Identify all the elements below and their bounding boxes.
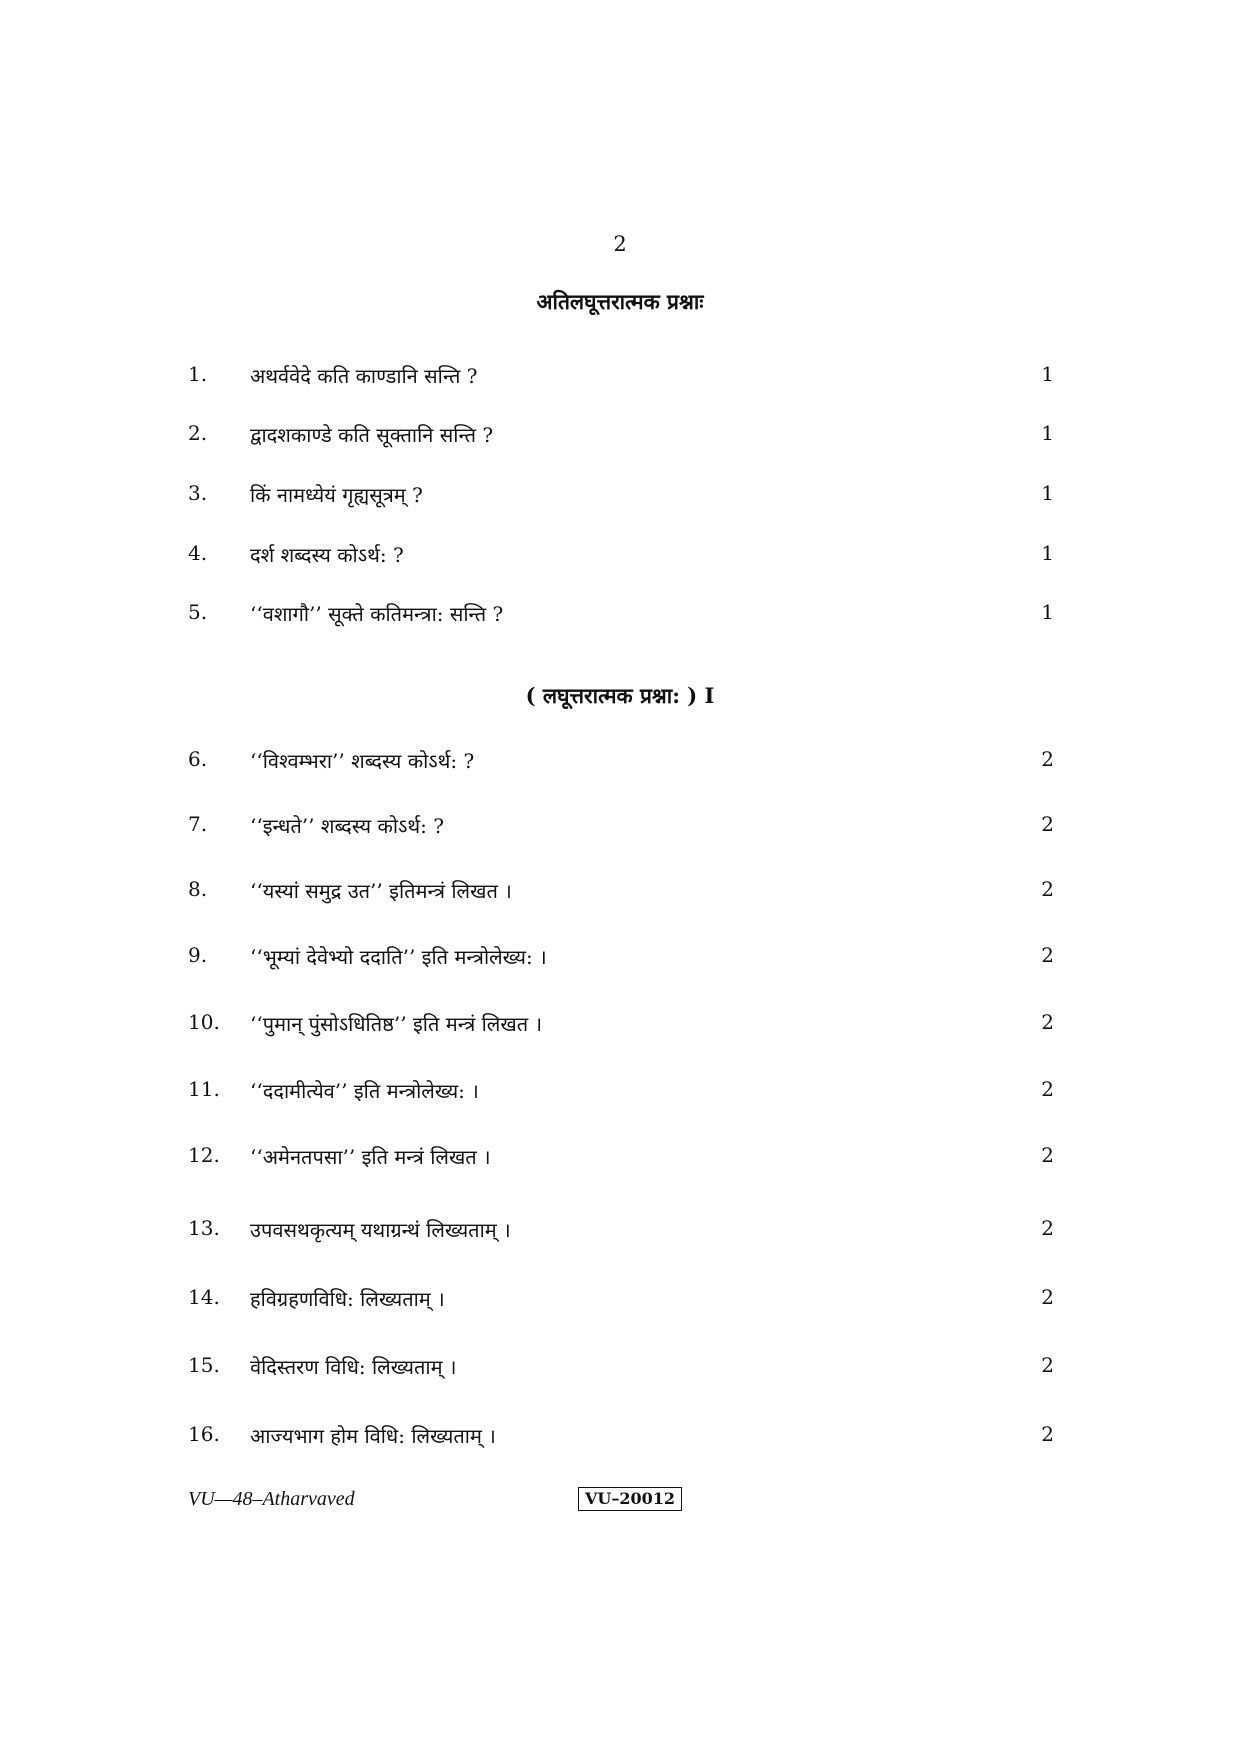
question-row (188, 943, 1054, 973)
question-row (188, 1010, 1054, 1040)
question-number: 10. (188, 1010, 220, 1034)
question-number: 14. (188, 1285, 220, 1309)
question-row (188, 1422, 1054, 1452)
question-row (188, 1216, 1054, 1246)
question-marks: 2 (1041, 877, 1054, 901)
question-row (188, 1353, 1054, 1383)
question-text: ‘‘पुमान् पुंसोऽधितिष्ठ’’ इति मन्त्रं लिखत । (250, 1012, 543, 1036)
question-text: ‘‘यस्यां समुद्र उत’’ इतिमन्त्रं लिखत । (250, 879, 512, 903)
question-row (188, 1077, 1054, 1107)
question-marks: 2 (1041, 1422, 1054, 1446)
footer-course-code: VU—48–Atharvaved (188, 1488, 355, 1510)
question-text: वेदिस्तरण विधि: लिख्यताम् । (250, 1355, 457, 1379)
question-row (188, 481, 1054, 511)
question-number: 7. (188, 812, 208, 836)
question-text: ‘‘भूम्यां देवेभ्यो ददाति’’ इति मन्त्रोलेख्य: । (250, 945, 547, 969)
question-number: 6. (188, 747, 208, 771)
question-marks: 2 (1041, 1216, 1054, 1240)
question-row (188, 421, 1054, 451)
question-marks: 1 (1041, 421, 1054, 445)
question-marks: 2 (1041, 1285, 1054, 1309)
question-marks: 2 (1041, 1077, 1054, 1101)
section-heading-very-short: अतिलघूत्तरात्मक प्रश्नाः (536, 289, 704, 314)
page-number: 2 (613, 232, 627, 256)
question-text: ‘‘इन्धते’’ शब्दस्य कोऽर्थ: ? (250, 814, 444, 838)
section-heading-short: ( लघूत्तरात्मक प्रश्ना: ) I (525, 683, 715, 708)
question-text: आज्यभाग होम विधि: लिख्यताम् । (250, 1424, 496, 1448)
question-row (188, 877, 1054, 907)
question-number: 15. (188, 1353, 220, 1377)
question-text: हविग्रहणविधि: लिख्यताम् । (250, 1287, 445, 1311)
question-row (188, 362, 1054, 392)
question-text: ‘‘ददामीत्येव’’ इति मन्त्रोलेख्य: । (250, 1079, 479, 1103)
question-row (188, 1143, 1054, 1173)
question-marks: 2 (1041, 943, 1054, 967)
question-marks: 1 (1041, 600, 1054, 624)
question-marks: 2 (1041, 1143, 1054, 1167)
question-number: 16. (188, 1422, 220, 1446)
question-number: 3. (188, 481, 208, 505)
question-marks: 1 (1041, 481, 1054, 505)
question-text: ‘‘विश्वम्भरा’’ शब्दस्य कोऽर्थ: ? (250, 749, 475, 773)
question-row (188, 812, 1054, 842)
question-text: दर्श शब्दस्य कोऽर्थ: ? (250, 543, 404, 567)
question-text: ‘‘अमेनतपसा’’ इति मन्त्रं लिखत । (250, 1145, 491, 1169)
question-number: 5. (188, 600, 208, 624)
question-number: 13. (188, 1216, 220, 1240)
question-marks: 1 (1041, 362, 1054, 386)
question-number: 12. (188, 1143, 220, 1167)
question-text: किं नामध्येयं गृह्यसूत्रम् ? (250, 483, 423, 507)
question-number: 4. (188, 541, 208, 565)
question-text: द्वादशकाण्डे कति सूक्तानि सन्ति ? (250, 423, 494, 447)
question-marks: 2 (1041, 747, 1054, 771)
footer-paper-code: VU–20012 (578, 1487, 682, 1511)
question-text: उपवसथकृत्यम् यथाग्रन्थं लिख्यताम् । (250, 1218, 511, 1242)
question-marks: 2 (1041, 812, 1054, 836)
question-row (188, 1285, 1054, 1315)
question-number: 8. (188, 877, 208, 901)
question-number: 2. (188, 421, 208, 445)
question-marks: 2 (1041, 1353, 1054, 1377)
question-marks: 1 (1041, 541, 1054, 565)
question-text: ‘‘वशागौ’’ सूक्ते कतिमन्त्रा: सन्ति ? (250, 602, 504, 626)
question-number: 9. (188, 943, 208, 967)
question-marks: 2 (1041, 1010, 1054, 1034)
question-row (188, 747, 1054, 777)
question-text: अथर्ववेदे कति काण्डानि सन्ति ? (250, 364, 478, 388)
question-row (188, 541, 1054, 571)
question-number: 1. (188, 362, 208, 386)
question-row (188, 600, 1054, 630)
question-number: 11. (188, 1077, 220, 1101)
